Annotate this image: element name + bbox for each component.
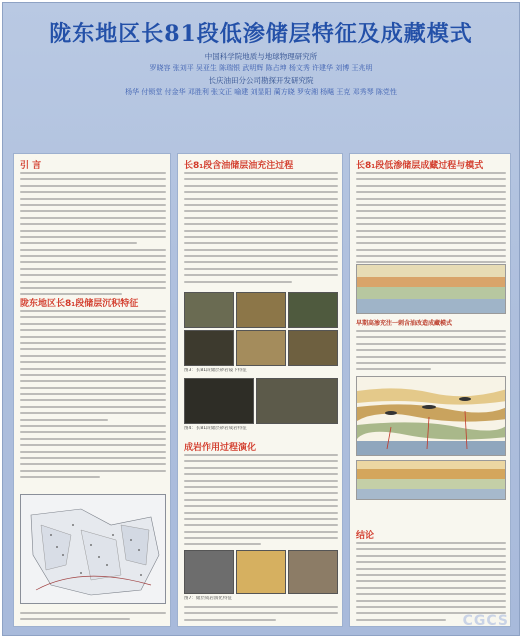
middle-column [177, 153, 343, 627]
affiliation-2: 长庆油田分公司勘探开发研究院 [208, 76, 314, 85]
thin-section-photo [184, 330, 234, 366]
thin-section-photo [288, 330, 338, 366]
intro-text [20, 172, 166, 300]
accumulation-heading: 长8₁段低渗储层成藏过程与模式 [356, 161, 484, 171]
thin-section-photo [236, 330, 286, 366]
dynamics-text-2 [184, 606, 338, 625]
accumulation-diagram-1 [356, 264, 506, 314]
thin-section-photo [288, 292, 338, 328]
conclusion-heading: 结论 [356, 531, 375, 541]
watermark: CGCS [462, 613, 509, 629]
geology-text-2 [20, 612, 166, 625]
poster-title: 陇东地区长81段低渗储层特征及成藏模式 [49, 21, 473, 47]
dynamics-heading: 成岩作用过程演化 [184, 443, 257, 453]
accumulation-text [356, 172, 506, 274]
dynamics-text [184, 454, 338, 550]
poster [2, 2, 520, 636]
authors-2: 杨华 付锁堂 付金华 邓胜利 张文正 喻建 刘显阳 蔺方晓 罗安湘 杨飚 王克 邓秀琴 陈党性 [125, 88, 397, 96]
migration-text [356, 330, 506, 375]
core-photo [288, 550, 338, 594]
affiliation-1: 中国科学院地质与地球物理研究所 [204, 52, 318, 61]
photo-caption: 图3：长81段储层砂岩镜下特征 [184, 368, 247, 373]
migration-heading: 早期高渗充注一刺含油改造成藏模式 [356, 320, 453, 327]
sedimentary-facies-map [20, 494, 166, 604]
core-photo [236, 550, 286, 594]
accumulation-profile-diagram [356, 460, 506, 500]
geology-heading: 陇东地区长8₁段储层沉积特征 [20, 299, 139, 309]
reservoir-text [184, 172, 338, 287]
geology-text [20, 310, 166, 483]
core-photo [184, 550, 234, 594]
accumulation-model-diagram [356, 376, 506, 456]
thin-section-photo [184, 378, 254, 424]
left-column [13, 153, 171, 627]
thin-section-photo [236, 292, 286, 328]
intro-heading: 引 言 [20, 161, 42, 171]
photo-caption-3: 图7：储层成岩演化特征 [184, 596, 232, 601]
thin-section-photo [256, 378, 338, 424]
thin-section-photo [184, 292, 234, 328]
right-column [349, 153, 511, 627]
photo-caption-2: 图4：长81段储层砂岩成岩特征 [184, 426, 247, 431]
authors-1: 罗晓容 张刘平 吴亚生 陈瑞银 武明辉 陈占坤 杨文秀 许建华 刘博 王兆明 [149, 64, 373, 72]
reservoir-heading: 长8₁段含油储层油充注过程 [184, 161, 294, 171]
